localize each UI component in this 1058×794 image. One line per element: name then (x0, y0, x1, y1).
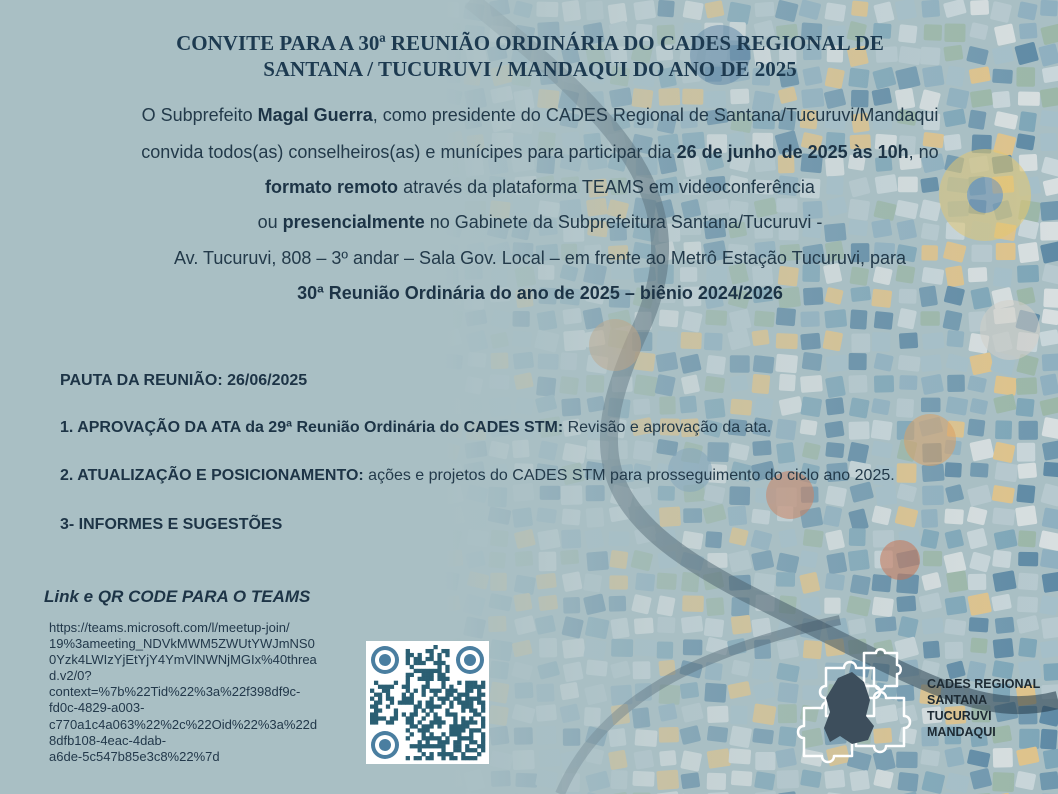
qr-finder-top-left (371, 646, 399, 674)
agenda-heading-text: PAUTA DA REUNIÃO: 26/06/2025 (60, 372, 308, 389)
intro-text: convida todos(as) conselheiros(as) e munícipes para participar dia (141, 142, 677, 162)
puzzle-map-icon (796, 648, 921, 766)
remote-format: formato remoto (265, 177, 399, 197)
url-line[interactable]: d.v2/0? (49, 668, 92, 684)
title-line-1: CONVITE PARA A 30ª REUNIÃO ORDINÁRIA DO CADES REGIONAL DE (176, 31, 884, 55)
qr-finder-bottom-left (371, 731, 399, 759)
agenda-item-1 (60, 419, 771, 437)
url-line[interactable]: https://teams.microsoft.com/l/meetup-join/ (49, 620, 290, 635)
intro-text: , no (908, 142, 939, 162)
agenda-item-3 (60, 516, 282, 534)
intro-line-3 (40, 177, 1040, 198)
agenda-item-title: 2. ATUALIZAÇÃO E POSICIONAMENTO: (60, 467, 364, 484)
meeting-date: 26 de junho de 2025 às 10h (676, 142, 909, 162)
title-line-2: SANTANA / TUCURUVI / MANDAQUI DO ANO DE 2025 (263, 57, 797, 81)
teams-link-heading: Link e QR CODE PARA O TEAMS (44, 587, 311, 606)
qr-code-icon[interactable] (366, 641, 489, 764)
intro-line-2 (40, 142, 1040, 163)
intro-text: , como presidente do CADES Regional de Santana/Tucuruvi/Mandaqui (372, 105, 939, 125)
intro-line-4 (40, 212, 1040, 233)
qr-finder-top-right (456, 646, 484, 674)
agenda-item-2 (60, 467, 895, 485)
invitation-title (60, 30, 1000, 82)
intro-text: ou (257, 212, 283, 232)
url-line[interactable]: 0Yzk4LWIzYjEtYjY4YmVlNWNjMGIx%40threa (49, 652, 317, 668)
agenda-item-text: ações e projetos do CADES STM para prosseguimento do ciclo ano 2025. (363, 467, 895, 484)
intro-line-1 (40, 105, 1040, 126)
in-person-format: presencialmente (282, 212, 425, 232)
intro-text: no Gabinete da Subprefeitura Santana/Tucuruvi - (424, 212, 823, 232)
url-line[interactable]: context=%7b%22Tid%22%3a%22f398df9c- (49, 684, 301, 700)
agenda-item-text: Revisão e aprovação da ata. (563, 419, 772, 436)
logo-line-4: MANDAQUI (927, 725, 996, 739)
teams-meeting-link[interactable] (49, 620, 359, 765)
url-line[interactable]: a6de-5c547b85e3c8%22%7d (49, 748, 220, 764)
url-line[interactable]: fd0c-4829-a003- (49, 700, 145, 716)
agenda-item-title: 1. APROVAÇÃO DA ATA da 29ª Reunião Ordinária do CADES STM: (60, 419, 564, 436)
logo-line-3: TUCURUVI (927, 709, 992, 723)
intro-text: através da plataforma TEAMS em videoconferência (398, 177, 815, 197)
intro-text: O Subprefeito (141, 105, 258, 125)
logo-line-1: CADES REGIONAL (927, 677, 1041, 691)
president-name: Magal Guerra (257, 105, 373, 125)
intro-line-6: 30ª Reunião Ordinária do ano de 2025 – biênio 2024/2026 (297, 283, 783, 303)
url-line[interactable]: 8dfb108-4eac-4dab- (49, 732, 167, 748)
intro-line-5: Av. Tucuruvi, 808 – 3º andar – Sala Gov. Local – em frente ao Metrô Estação Tucuruvi, para (174, 248, 906, 268)
url-line[interactable]: 19%3ameeting_NDVkMWM5ZWUtYWJmNS0 (49, 636, 315, 652)
logo-line-2: SANTANA (927, 693, 988, 707)
agenda-item-title: 3- INFORMES E SUGESTÕES (60, 516, 283, 533)
url-line[interactable]: c770a1c4a063%22%2c%22Oid%22%3a%22d (49, 716, 318, 732)
cades-logo-text (927, 676, 1040, 740)
agenda-heading (60, 372, 307, 390)
